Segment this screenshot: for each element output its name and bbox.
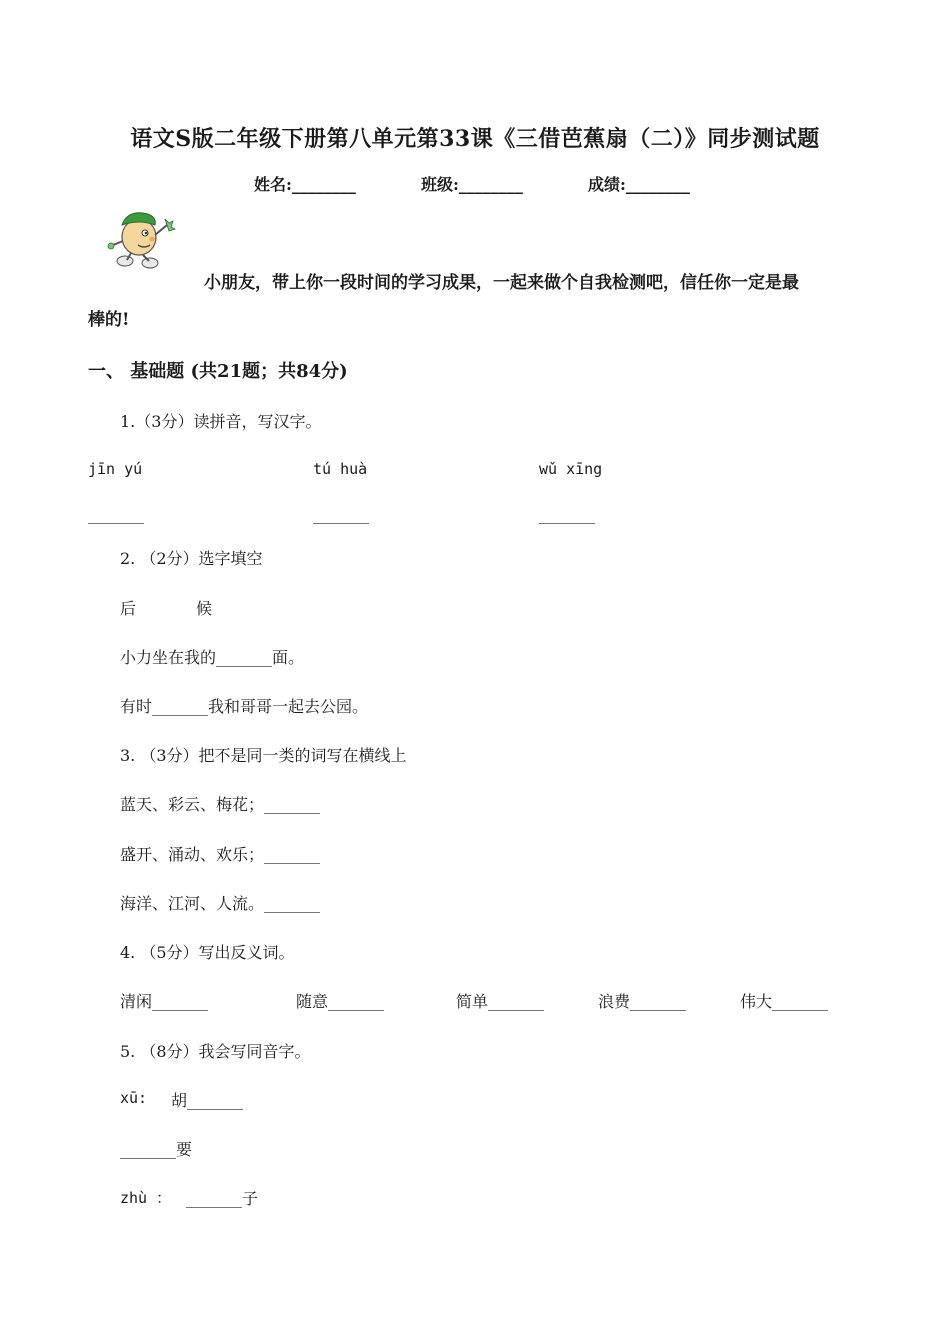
q1-pinyin-2: tú huà [313, 460, 368, 478]
q4-item-5[interactable]: 伟大_______ [740, 992, 829, 1011]
intro-line-1: 小朋友，带上你一段时间的学习成果，一起来做个自我检测吧，信任你一定是最 [204, 273, 799, 293]
question-3-stem: 3. （3分）把不是同一类的词写在横线上 [120, 746, 407, 765]
q3-line-2[interactable]: 盛开、涌动、欢乐；_______ [120, 845, 321, 864]
cartoon-mascot-image [105, 205, 185, 275]
question-2-stem: 2. （2分）选字填空 [120, 549, 263, 568]
q2-sentence-2[interactable]: 有时_______我和哥哥一起去公园。 [120, 697, 369, 716]
q1-answer-blank-1[interactable]: _______ [88, 505, 144, 524]
q1-answer-blank-3[interactable]: _______ [539, 505, 595, 524]
q5-pinyin-xu: xū: [120, 1089, 148, 1107]
question-4-stem: 4. （5分）写出反义词。 [120, 943, 295, 962]
q5-pinyin-zhu: zhù ： [120, 1189, 172, 1207]
q3-line-3[interactable]: 海洋、江河、人流。_______ [120, 894, 321, 913]
name-field[interactable]: 姓名:________ [254, 175, 356, 194]
q5-line-2[interactable]: _______要 [120, 1140, 193, 1159]
q4-item-2[interactable]: 随意_______ [296, 992, 385, 1011]
section-heading-basic: 一、 基础题 (共21题；共84分) [88, 361, 348, 382]
q1-pinyin-3: wǔ xīng [539, 460, 603, 478]
q2-sentence-1[interactable]: 小力坐在我的_______面。 [120, 648, 305, 667]
page-title: 语文S版二年级下册第八单元第33课《三借芭蕉扇（二）》同步测试题 [130, 126, 820, 152]
class-field[interactable]: 班级:________ [421, 175, 523, 194]
score-field[interactable]: 成绩:________ [588, 175, 690, 194]
q4-item-1[interactable]: 清闲_______ [120, 992, 209, 1011]
q1-pinyin-1: jīn yú [88, 460, 143, 478]
q4-item-4[interactable]: 浪费_______ [598, 992, 687, 1011]
q3-line-1[interactable]: 蓝天、彩云、梅花；_______ [120, 795, 321, 814]
question-1-stem: 1.（3分）读拼音，写汉字。 [120, 412, 322, 431]
q5-line-3[interactable]: _______子 [186, 1189, 259, 1208]
q5-line-1[interactable]: 胡_______ [171, 1091, 244, 1110]
q1-answer-blank-2[interactable]: _______ [313, 505, 369, 524]
question-5-stem: 5. （8分）我会写同音字。 [120, 1042, 311, 1061]
q4-item-3[interactable]: 简单_______ [456, 992, 545, 1011]
q2-option-1: 后 [120, 599, 137, 618]
intro-line-2: 棒的! [88, 310, 130, 330]
q2-option-2: 候 [196, 599, 213, 618]
